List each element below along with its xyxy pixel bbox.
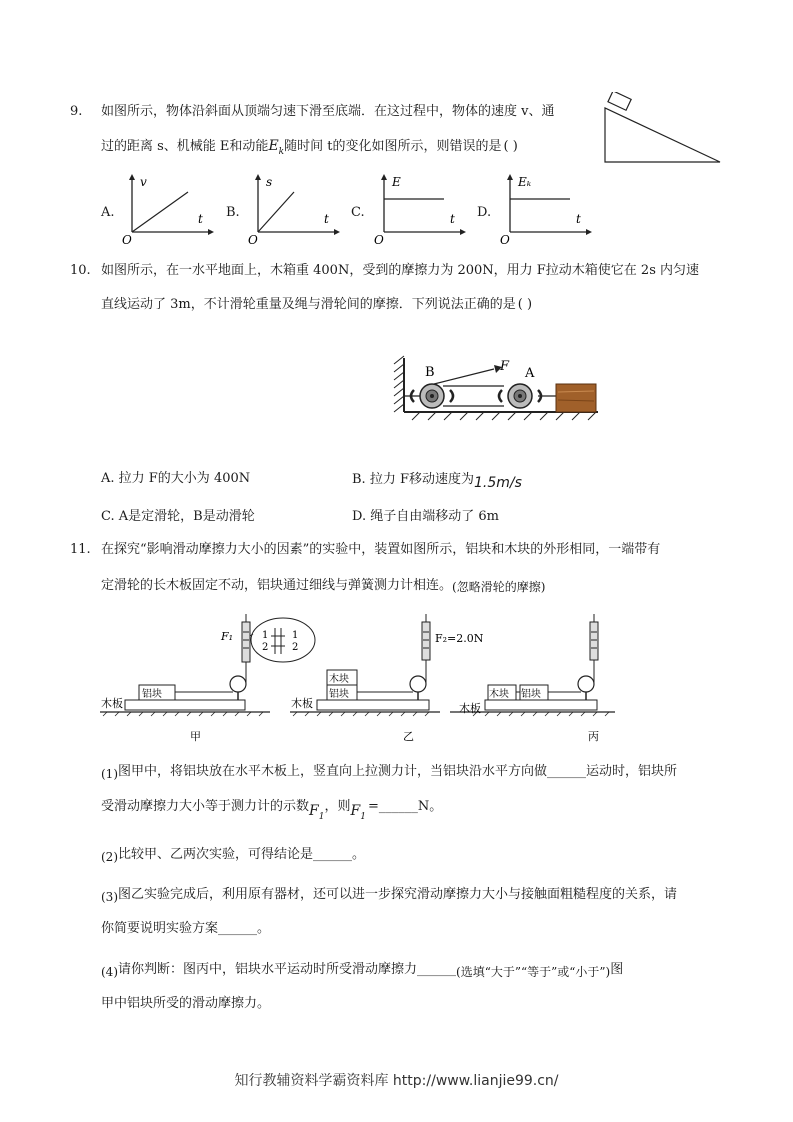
- svg-text:s: s: [266, 175, 273, 189]
- setup-jia: [100, 614, 315, 743]
- svg-text:F₁: F₁: [221, 630, 234, 643]
- q10-text-line2: 直线运动了 3m，不计滑轮重量及绳与滑轮间的摩擦．下列说法正确的是 ( ): [101, 297, 533, 312]
- q9-number: 9.: [70, 104, 83, 119]
- q10-option-b: B. 拉力 F移动速度为1.5m/s: [352, 472, 522, 491]
- svg-text:t: t: [450, 212, 455, 226]
- svg-text:F₂=2.0N: F₂=2.0N: [435, 632, 484, 645]
- q11-text-line1: 在探究“影响滑动摩擦力大小的因素”的实验中，装置如图所示，铝块和木块的外形相同，一端带有: [101, 542, 661, 557]
- svg-text:丙: 丙: [588, 730, 599, 743]
- svg-text:E: E: [392, 175, 401, 189]
- q11-text-line2: 定滑轮的长木板固定不动，铝块通过细线与弹簧测力计相连。(忽略滑轮的摩擦): [101, 578, 546, 594]
- q10-option-c: C. A是定滑轮，B是动滑轮: [101, 509, 255, 524]
- q9-option-d-label: D.: [477, 205, 492, 220]
- svg-text:1: 1: [262, 630, 269, 641]
- setup-yi: [290, 614, 484, 743]
- incline-figure: [600, 92, 725, 167]
- friction-experiment-figure: [95, 612, 620, 747]
- svg-text:O: O: [500, 233, 510, 246]
- pulley-figure: [388, 352, 603, 426]
- svg-text:B: B: [425, 365, 435, 380]
- svg-text:t: t: [324, 212, 329, 226]
- graph-a-v-t: [118, 172, 214, 246]
- svg-text:木板: 木板: [291, 697, 313, 710]
- svg-text:F: F: [500, 359, 510, 374]
- force-arrow: [434, 369, 494, 384]
- q11-sub3-line1: (3)图乙实验完成后，利用原有器材，还可以进一步探究滑动摩擦力大小与接触面粗糙程度的关系，请: [101, 887, 678, 904]
- q10-number: 10.: [70, 263, 91, 278]
- q9-option-b-label: B.: [226, 205, 240, 220]
- q10-option-a: A. 拉力 F的大小为 400N: [101, 471, 251, 486]
- q11-sub1-line1: (1)图甲中，将铝块放在水平木板上，竖直向上拉测力计，当铝块沿水平方向做______运动时，铝块所: [101, 764, 678, 781]
- q11-sub4-line2: 甲中铝块所受的滑动摩擦力。: [101, 996, 271, 1011]
- q11-sub3-line2: 你简要说明实验方案______。: [101, 921, 271, 936]
- q9-text-line1: 如图所示，物体沿斜面从顶端匀速下滑至底端．在这过程中，物体的速度 v、通: [101, 104, 555, 119]
- svg-text:t: t: [576, 212, 581, 226]
- svg-text:O: O: [122, 233, 132, 246]
- q10-text-line1: 如图所示，在一水平地面上，木箱重 400N，受到的摩擦力为 200N，用力 F拉动木箱使它在 2s 内匀速: [101, 263, 700, 278]
- q9-option-a-label: A.: [101, 205, 115, 220]
- svg-text:木块: 木块: [489, 689, 509, 700]
- svg-text:2: 2: [262, 642, 269, 653]
- q11-sub4-line1: (4)请你判断：图丙中，铝块水平运动时所受滑动摩擦力______(选填“大于”“等于”或“小于”)图: [101, 962, 624, 979]
- ek-symbol: $E_k$: [268, 138, 285, 157]
- graph-c-e-t: [370, 172, 466, 246]
- svg-text:甲: 甲: [190, 730, 201, 743]
- svg-text:木板: 木板: [101, 697, 123, 710]
- svg-text:木块: 木块: [329, 674, 349, 685]
- q11-number: 11.: [70, 542, 91, 557]
- wooden-box: [556, 384, 596, 412]
- graph-d-ek-t: [496, 172, 592, 246]
- svg-text:铝块: 铝块: [329, 689, 349, 700]
- svg-text:v: v: [140, 175, 147, 189]
- svg-text:铝块: 铝块: [142, 689, 162, 700]
- pulley-a: [499, 384, 541, 408]
- svg-text:铝块: 铝块: [521, 689, 541, 700]
- q9-option-c-label: C.: [351, 205, 365, 220]
- svg-text:乙: 乙: [403, 730, 414, 743]
- svg-text:Eₖ: Eₖ: [518, 175, 532, 189]
- q10-option-d: D. 绳子自由端移动了 6m: [352, 509, 499, 524]
- page-footer: 知行教辅资料学霸资料库 http://www.lianjie99.cn/: [234, 1073, 559, 1089]
- q11-sub1-line2: 受滑动摩擦力大小等于测力计的示数$F_1$，则$F_1=\_\_\_\_\_\_N$。: [101, 799, 443, 822]
- svg-text:1: 1: [292, 630, 299, 641]
- svg-text:A: A: [525, 366, 535, 381]
- q11-sub2: (2)比较甲、乙两次实验，可得结论是______。: [101, 847, 366, 864]
- block-on-incline: [608, 92, 631, 110]
- svg-text:t: t: [198, 212, 203, 226]
- svg-text:O: O: [248, 233, 258, 246]
- f1-symbol: $F_1$: [309, 803, 325, 822]
- q9-text-line2: 过的距离 s、机械能 E和动能$E_k$随时间 t的变化如图所示，则错误的是 ( ): [101, 138, 518, 157]
- svg-text:2: 2: [292, 642, 299, 653]
- graph-b-s-t: [244, 172, 340, 246]
- svg-text:木板: 木板: [459, 702, 481, 715]
- svg-text:O: O: [374, 233, 384, 246]
